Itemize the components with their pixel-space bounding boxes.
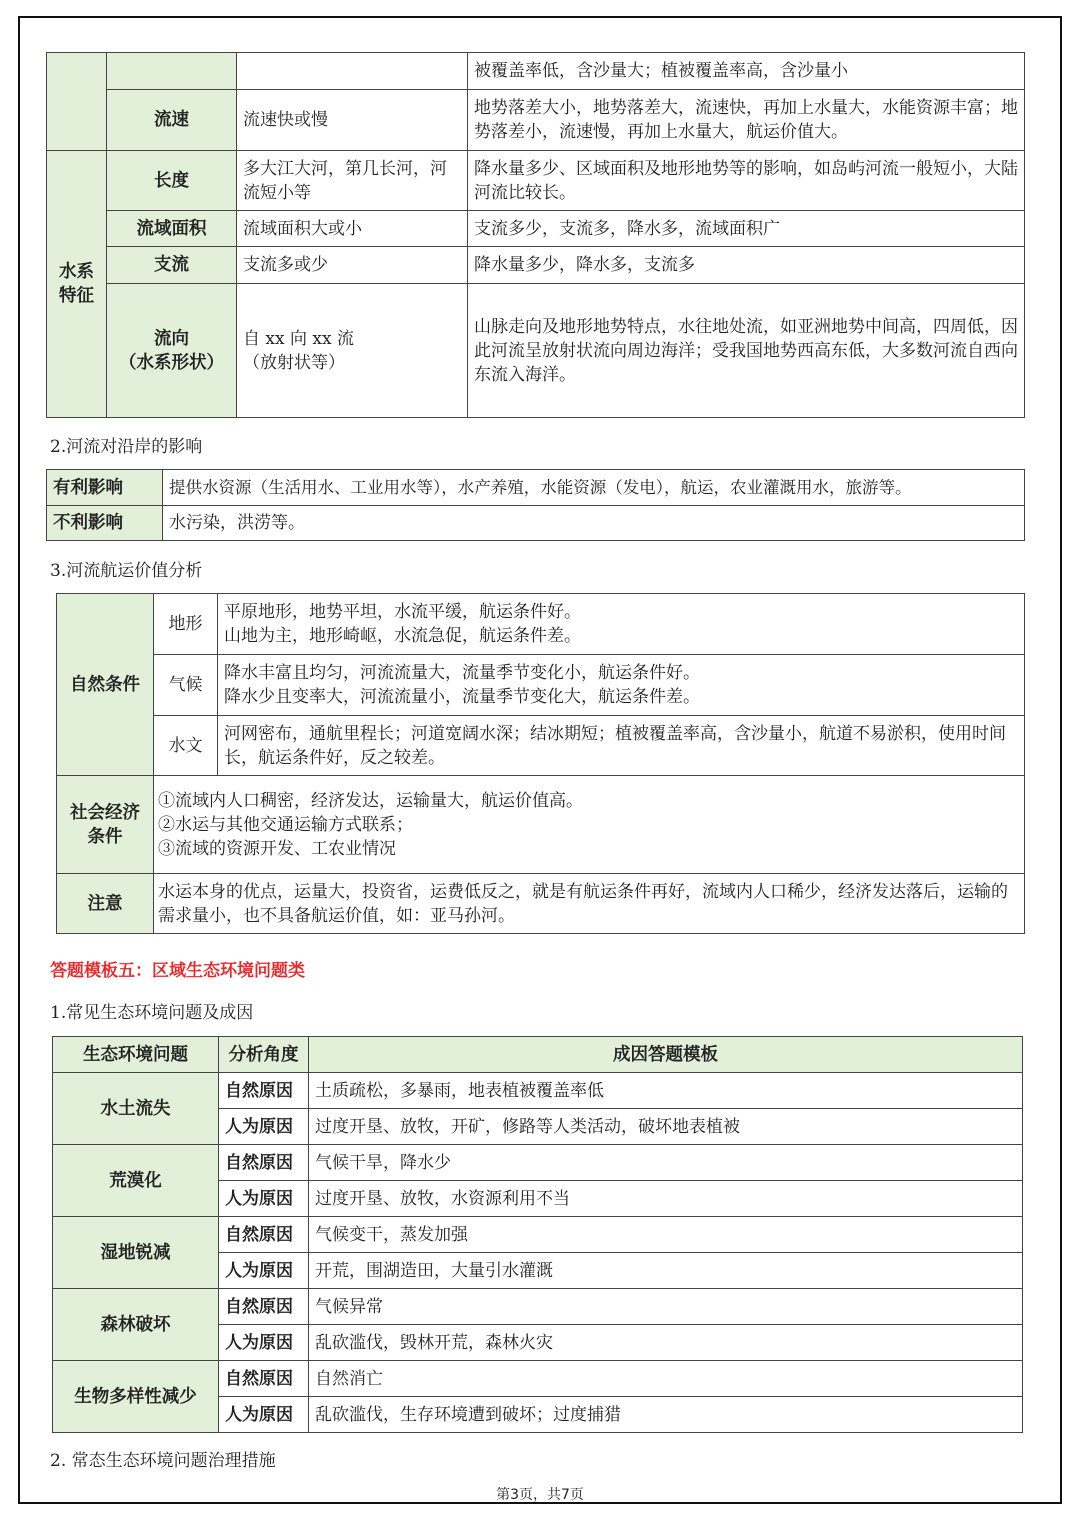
natural-cause-label: 自然原因 [219, 1289, 309, 1325]
sub-label: 支流 [107, 247, 237, 284]
socio-economic-text: ①流域内人口稠密，经济发达，运输量大，航运价值高。 ②水运与其他交通运输方式联系； ③流域的资源开发、工农业情况 [154, 776, 1025, 874]
table-row [53, 1073, 1023, 1109]
side-label-top [47, 53, 107, 151]
problem-name: 荒漠化 [53, 1145, 219, 1217]
analysis-cell: 被覆盖率低，含沙量大；植被覆盖率高，含沙量小 [468, 53, 1025, 90]
table-row [47, 247, 1025, 284]
table-row [47, 90, 1025, 151]
climate-text: 降水丰富且均匀，河流流量大，流量季节变化小，航运条件好。 降水少且变率大，河流流量小，流量季节变化大，航运条件差。 [218, 655, 1025, 716]
natural-cause-label: 自然原因 [219, 1217, 309, 1253]
sub-label: 长度 [107, 151, 237, 211]
header-template: 成因答题模板 [309, 1037, 1023, 1073]
river-features-table [46, 52, 1025, 418]
cause-text: 乱砍滥伐，毁林开荒，森林火灾 [309, 1325, 1023, 1361]
navigation-value-table [56, 593, 1025, 934]
table-row [53, 1289, 1023, 1325]
impact-text: 提供水资源（生活用水、工业用水等），水产养殖，水能资源（发电），航运，农业灌溉用水，旅游等。 [163, 470, 1025, 506]
cause-text: 土质疏松，多暴雨，地表植被覆盖率低 [309, 1073, 1023, 1109]
section-title-eco-measures: 2. 常态生态环境问题治理措施 [50, 1451, 276, 1471]
value-cell: 多大江大河，第几长河，河流短小等 [237, 151, 468, 211]
natural-cause-label: 自然原因 [219, 1145, 309, 1181]
page-number: 第3页，共7页 [496, 1487, 584, 1503]
table-row [47, 151, 1025, 211]
table-row [47, 53, 1025, 90]
cause-text: 过度开垦、放牧，开矿，修路等人类活动，破坏地表植被 [309, 1109, 1023, 1145]
problem-name: 森林破坏 [53, 1289, 219, 1361]
sub-label [107, 53, 237, 90]
table-row [57, 716, 1025, 776]
human-cause-label: 人为原因 [219, 1325, 309, 1361]
natural-cause-label: 自然原因 [219, 1073, 309, 1109]
problem-name: 湿地锐减 [53, 1217, 219, 1289]
analysis-cell: 地势落差大小，地势落差大，流速快，再加上水量大，水能资源丰富；地势落差小，流速慢，再加上水量大，航运价值大。 [468, 90, 1025, 151]
value-cell: 自 xx 向 xx 流 （放射状等） [237, 284, 468, 418]
terrain-text: 平原地形，地势平坦，水流平缓，航运条件好。 山地为主，地形崎岖，水流急促，航运条件差。 [218, 594, 1025, 655]
sub-label: 流域面积 [107, 211, 237, 247]
socio-economic-label: 社会经济 条件 [57, 776, 154, 874]
note-label: 注意 [57, 874, 154, 934]
section-title-river-impact: 2.河流对沿岸的影响 [50, 437, 203, 457]
eco-problems-table [52, 1036, 1023, 1433]
value-cell: 流域面积大或小 [237, 211, 468, 247]
table-header-row [53, 1037, 1023, 1073]
table-row [57, 594, 1025, 655]
human-cause-label: 人为原因 [219, 1109, 309, 1145]
cause-text: 自然消亡 [309, 1361, 1023, 1397]
natural-conditions-label: 自然条件 [57, 594, 154, 776]
analysis-cell: 降水量多少、区域面积及地形地势等的影响，如岛屿河流一般短小，大陆河流比较长。 [468, 151, 1025, 211]
sub-label: 流速 [107, 90, 237, 151]
terrain-label: 地形 [154, 594, 218, 655]
cause-text: 气候异常 [309, 1289, 1023, 1325]
analysis-cell: 降水量多少，降水多，支流多 [468, 247, 1025, 284]
impact-label: 不利影响 [47, 506, 163, 541]
cause-text: 乱砍滥伐，生存环境遭到破坏；过度捕猎 [309, 1397, 1023, 1433]
header-angle: 分析角度 [219, 1037, 309, 1073]
human-cause-label: 人为原因 [219, 1397, 309, 1433]
value-cell [237, 53, 468, 90]
sub-label: 流向 （水系形状） [107, 284, 237, 418]
climate-label: 气候 [154, 655, 218, 716]
cause-text: 气候变干，蒸发加强 [309, 1217, 1023, 1253]
section-title-navigation: 3.河流航运价值分析 [50, 561, 203, 581]
table-row [53, 1361, 1023, 1397]
table-row [47, 211, 1025, 247]
cause-text: 开荒，围湖造田，大量引水灌溉 [309, 1253, 1023, 1289]
table-row [57, 655, 1025, 716]
table-row [47, 506, 1025, 541]
impact-text: 水污染，洪涝等。 [163, 506, 1025, 541]
note-text: 水运本身的优点，运量大，投资省，运费低反之，就是有航运条件再好，流域内人口稀少，经济发达落后，运输的需求量小，也不具备航运价值，如：亚马孙河。 [154, 874, 1025, 934]
cause-text: 气候干旱，降水少 [309, 1145, 1023, 1181]
header-problem: 生态环境问题 [53, 1037, 219, 1073]
human-cause-label: 人为原因 [219, 1181, 309, 1217]
problem-name: 生物多样性减少 [53, 1361, 219, 1433]
analysis-cell: 支流多少，支流多，降水多，流域面积广 [468, 211, 1025, 247]
template-five-heading: 答题模板五：区域生态环境问题类 [50, 961, 305, 981]
value-cell: 流速快或慢 [237, 90, 468, 151]
problem-name: 水土流失 [53, 1073, 219, 1145]
cause-text: 过度开垦、放牧，水资源利用不当 [309, 1181, 1023, 1217]
natural-cause-label: 自然原因 [219, 1361, 309, 1397]
river-impact-table [46, 469, 1025, 541]
table-row [57, 874, 1025, 934]
hydrology-text: 河网密布，通航里程长；河道宽阔水深；结冰期短；植被覆盖率高，含沙量小，航道不易淤积，使用时间长，航运条件好，反之较差。 [218, 716, 1025, 776]
table-row [47, 284, 1025, 418]
table-row [53, 1217, 1023, 1253]
impact-label: 有利影响 [47, 470, 163, 506]
table-row [47, 470, 1025, 506]
hydrology-label: 水文 [154, 716, 218, 776]
side-label-water-system: 水系 特征 [47, 151, 107, 418]
table-row [57, 776, 1025, 874]
human-cause-label: 人为原因 [219, 1253, 309, 1289]
section-title-eco-problems: 1.常见生态环境问题及成因 [50, 1003, 254, 1023]
table-row [53, 1145, 1023, 1181]
analysis-cell: 山脉走向及地形地势特点，水往地处流，如亚洲地势中间高，四周低，因此河流呈放射状流向周边海洋；受我国地势西高东低，大多数河流自西向东流入海洋。 [468, 284, 1025, 418]
value-cell: 支流多或少 [237, 247, 468, 284]
